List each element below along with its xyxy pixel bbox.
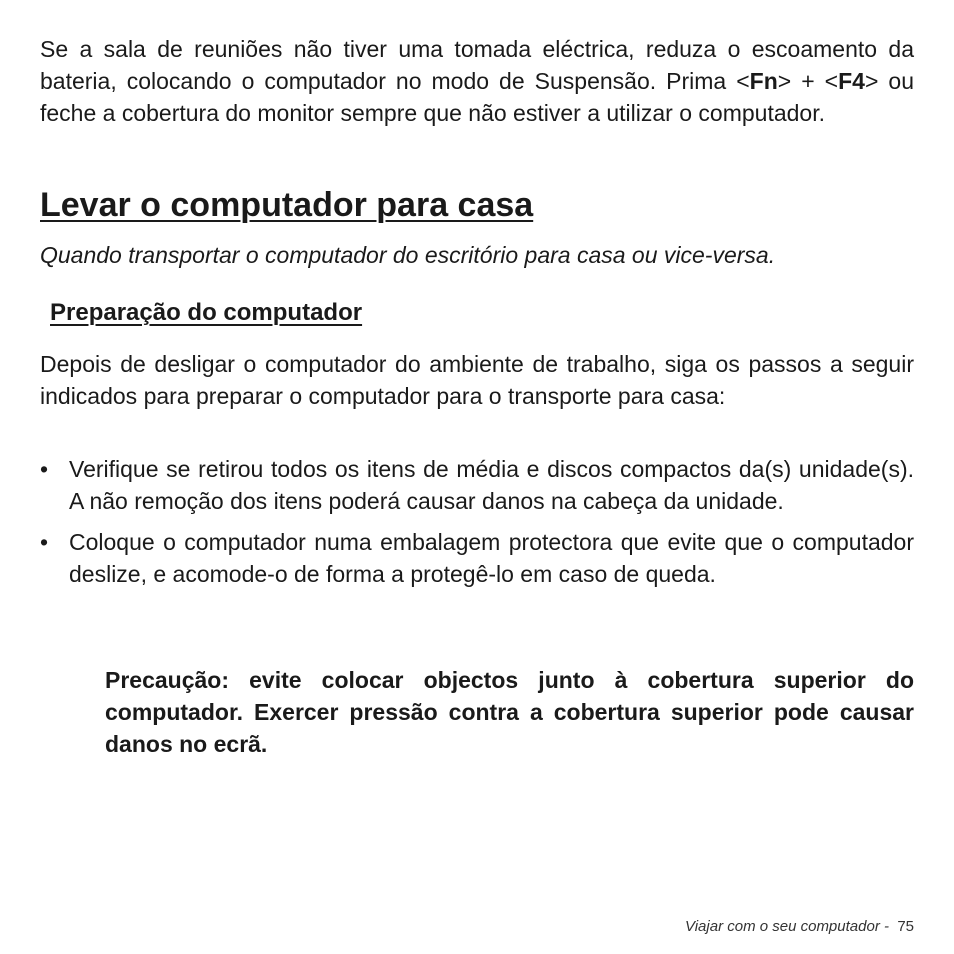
- intro-text-2: > + <: [777, 68, 839, 94]
- section-heading: Levar o computador para casa: [40, 186, 534, 224]
- caution-note: Precaução: evite colocar objectos junto à cobertura superior do computador. Exercer pressão contra a cobertura superior pode causar danos no ecrã.: [105, 667, 914, 757]
- footer-label: Viajar com o seu computador -: [684, 918, 898, 935]
- steps-list: [40, 453, 914, 599]
- list-item-text: Coloque o computador numa embalagem protectora que evite que o computador deslize, e acomode-o de forma a protegê-lo em caso de queda.: [69, 529, 914, 587]
- list-item: [40, 453, 914, 517]
- bullet-icon: •: [40, 529, 49, 555]
- intro-text-3: > ou feche a cobertura do monitor sempre que não estiver a utilizar o computador.: [40, 68, 915, 126]
- page-footer: [685, 917, 914, 937]
- subsection-heading: Preparação do computador: [50, 299, 363, 326]
- key-f4: F4: [838, 68, 865, 94]
- list-item-text: Verifique se retirou todos os itens de média e discos compactos da(s) unidade(s). A não remoção dos itens poderá causar danos na cabeça da unidade.: [69, 456, 914, 514]
- bullet-icon: •: [40, 456, 49, 482]
- intro-paragraph: [40, 33, 914, 129]
- instructions-paragraph: Depois de desligar o computador do ambiente de trabalho, siga os passos a seguir indicados para preparar o computador para o transporte para casa:: [40, 351, 914, 409]
- section-subtitle: Quando transportar o computador do escritório para casa ou vice-versa.: [40, 242, 776, 268]
- page-number: 75: [897, 918, 914, 935]
- key-fn: Fn: [749, 68, 778, 94]
- list-item: [40, 526, 914, 590]
- intro-text-1: Se a sala de reuniões não tiver uma tomada eléctrica, reduza o escoamento da bateria, colocando o computador no modo de Suspensão. Prima <: [40, 36, 914, 94]
